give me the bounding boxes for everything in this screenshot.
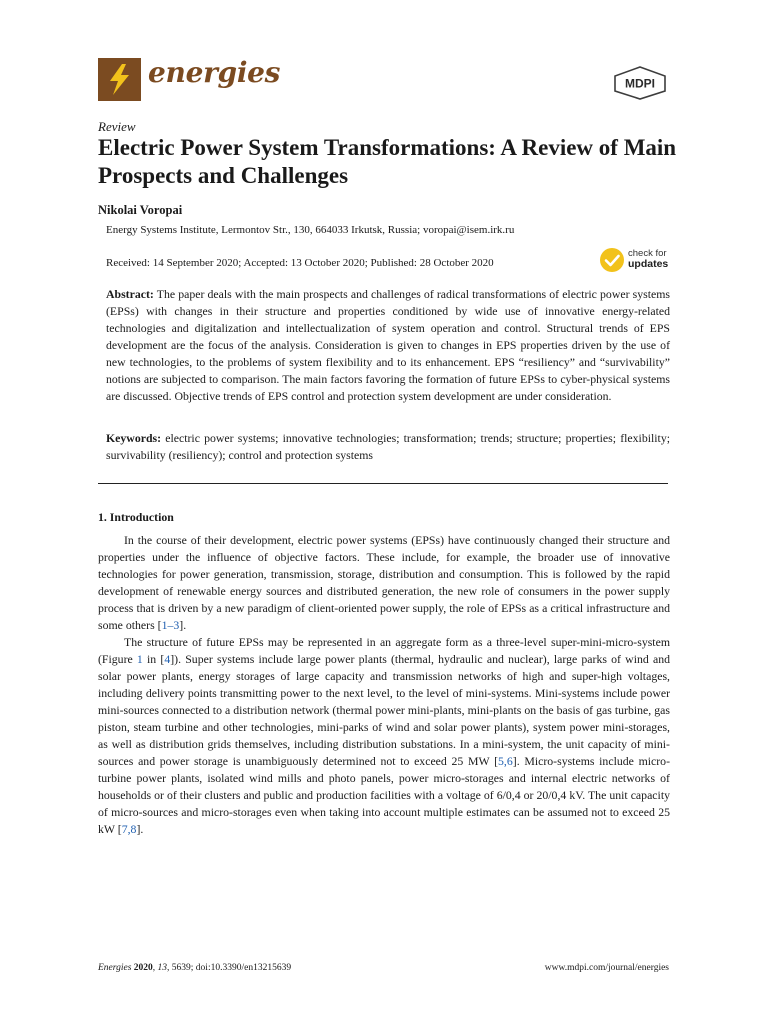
- paragraph-1-end: ].: [179, 618, 187, 632]
- abstract-label: Abstract:: [106, 287, 154, 301]
- footer-doi: , 5639; doi:10.3390/en13215639: [167, 963, 292, 973]
- footer-journal: Energies: [98, 963, 132, 973]
- article-type: Review: [98, 119, 136, 134]
- footer-volume: 13: [157, 963, 168, 973]
- mdpi-logo-text: MDPI: [625, 76, 655, 91]
- paragraph-2-text-e: ].: [136, 822, 144, 836]
- author-name: Nikolai Voropai: [98, 203, 183, 217]
- citation-link-4[interactable]: 4: [164, 652, 171, 666]
- citation-link-1-3[interactable]: 1–3: [161, 618, 180, 632]
- paragraph-1: [98, 532, 670, 634]
- journal-name: energies: [148, 56, 281, 89]
- lightning-bolt-icon: [98, 58, 141, 101]
- keywords-label: Keywords:: [106, 431, 162, 445]
- author-affiliation: Energy Systems Institute, Lermontov Str., 130, 664033 Irkutsk, Russia; voropai@isem.irk.ru: [106, 224, 515, 236]
- paragraph-2-text-b: in [: [142, 652, 165, 666]
- article-title: Electric Power System Transformations: A Review of Main Prospects and Challenges: [98, 135, 677, 188]
- keywords-text: electric power systems; innovative technologies; transformation; trends; structure; properties; flexibility; survivability (resiliency); control and protection systems: [106, 431, 671, 462]
- check-for-updates-badge[interactable]: [600, 246, 672, 274]
- section-heading-introduction: 1. Introduction: [98, 510, 174, 524]
- section-divider: [98, 483, 668, 484]
- footer-year: 2020: [133, 963, 153, 973]
- mdpi-logo: [612, 66, 668, 100]
- check-updates-line2: updates: [628, 258, 669, 270]
- figure-link-1[interactable]: 1: [136, 652, 143, 666]
- paragraph-2-text-a: The structure of future EPSs may be represented in an aggregate form as a three-level super-mini-micro-system (Figure: [98, 635, 670, 666]
- check-updates-icon: [600, 248, 624, 272]
- paragraph-2-text-c: ]). Super systems include large power plants (thermal, hydraulic and nuclear), large parks of wind and solar power plants, energy storages of large capacity and transmission networks of high and super-high voltages, including delivery points transmitting power to the next level, to the level of mini-systems. Mini-systems include power mini-sources connected to a distribution network (thermal power mini-plants, mini-plants on the basis of gas turbine, gas piston, steam turbine and other technologies, mini-parks of wind and solar power plants), system power mini-storages, as well as distribution grids themselves, including distribution substations. In a mini-system, the unit capacity of mini-sources and power storage is unambiguously determined not to exceed 25 MW [: [98, 652, 670, 768]
- journal-logo: [98, 58, 141, 101]
- footer-citation: Energies 2020, 13, 5639; doi:10.3390/en13215639: [98, 963, 292, 973]
- publication-dates: Received: 14 September 2020; Accepted: 13 October 2020; Published: 28 October 2020: [106, 257, 494, 269]
- paragraph-2-text-d: ]. Micro-systems include micro-turbine power plants, isolated wind mills and photo panels, power micro-storages and internal electric networks of households or of their clusters and public and production facilities with a voltage of 6/0,4 or 20/0,4 kV. The unit capacity of micro-sources and micro-storages even when taking into account multiple estimates can be assumed not to exceed 25 kW [: [98, 754, 671, 836]
- paragraph-2: [98, 634, 670, 838]
- citation-link-7-8[interactable]: 7,8: [121, 822, 137, 836]
- abstract-text: The paper deals with the main prospects and challenges of radical transformations of electric power systems (EPSs) with changes in their structure and properties conditioned by wide use of innovative energy-related technologies and digitalization and intellectualization of system operation and control. Structural trends of EPS development are the focus of the analysis. Consideration is given to changes in EPS properties driven by the use of new technologies, to the problems of system flexibility and to its enhancement. EPS “resiliency” and “survivability” notions are subjected to comparison. The main factors favoring the formation of future EPSs to cyber-physical systems are discussed. Objective trends of EPS control and protection system development are under consideration.: [106, 287, 670, 403]
- abstract: [106, 286, 670, 405]
- footer-journal-url[interactable]: www.mdpi.com/journal/energies: [544, 963, 669, 973]
- paragraph-1-text: In the course of their development, electric power systems (EPSs) have continuously changed their structure and properties under the influence of objective factors. These include, for example, the broader use of innovative technologies for power generation, transmission, storage, distribution and consumption. This is followed by the rapid development of renewable energy sources and distributed generation, the new role of consumers in the power supply process that is driven by a new paradigm of client-oriented power supply, the role of EPSs as a critical infrastructure and some others [: [98, 533, 670, 632]
- check-updates-line1: check for: [628, 248, 667, 259]
- introduction-body: [98, 532, 670, 838]
- citation-link-5-6[interactable]: 5,6: [498, 754, 513, 768]
- keywords: [106, 430, 670, 464]
